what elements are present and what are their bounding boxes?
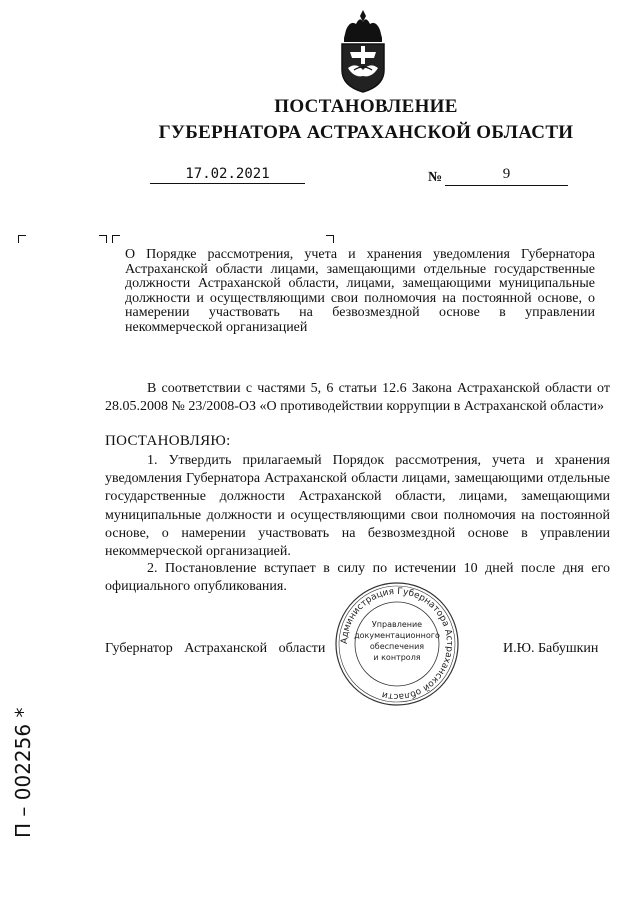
corner-mark <box>18 235 26 243</box>
document-number: 9 <box>502 166 511 182</box>
stamp-line-4: и контроля <box>373 653 421 662</box>
serial-number-text: П – 002256 * <box>11 707 35 838</box>
date-underline <box>150 183 305 184</box>
stamp-line-1: Управление <box>371 620 423 629</box>
document-date: 17.02.2021 <box>185 166 270 182</box>
corner-mark <box>112 235 120 243</box>
official-stamp <box>333 580 461 708</box>
item-2-paragraph: 2. Постановление вступает в силу по истечении 10 дней после дня его официального опубликования. <box>105 561 610 595</box>
preamble-paragraph: В соответствии с частями 5, 6 статьи 12.6 Закона Астраханской области от 28.05.2008 № 23/2008-ОЗ «О противодействии коррупции в Астраханской области» <box>105 381 610 415</box>
stamp-line-3: обеспечения <box>369 642 425 651</box>
resolve-heading: ПОСТАНОВЛЯЮ: <box>105 433 231 449</box>
signature-name: И.Ю. Бабушкин <box>503 641 599 656</box>
item-1-paragraph: 1. Утвердить прилагаемый Порядок рассмотрения, учета и хранения уведомления Губернатора Астраханской области лицами, замещающими отдельные государственные должности Астраханской области, лицами, замещающими муниципальные должности и осуществляющими свои полномочия на постоянной основе, о намерении участвовать на безвозмездной основе в управлении некоммерческой организацией. <box>105 453 610 560</box>
number-underline <box>445 185 568 186</box>
serial-number <box>8 690 38 840</box>
corner-mark <box>326 235 334 243</box>
document-subject: О Порядке рассмотрения, учета и хранения уведомления Губернатора Астраханской области лицами, замещающими отдельные государственные должности Астраханской области, лицами, замещающими муниципальные должности и осуществляющими свои полномочия на постоянной основе, о намерении участвовать на безвозмездной основе в управлении некоммерческой организацией <box>125 247 595 335</box>
document-title: ПОСТАНОВЛЕНИЕ <box>274 96 458 117</box>
number-label: № <box>428 170 443 185</box>
stamp-line-2: документационного <box>354 631 440 640</box>
coat-of-arms-icon <box>336 8 390 94</box>
document-subtitle: ГУБЕРНАТОРА АСТРАХАНСКОЙ ОБЛАСТИ <box>158 122 574 143</box>
signature-position: Губернатор Астраханской области <box>105 641 326 656</box>
stamp-ring-text: Администрация Губернатора Астраханской области <box>339 586 455 702</box>
corner-mark <box>99 235 107 243</box>
